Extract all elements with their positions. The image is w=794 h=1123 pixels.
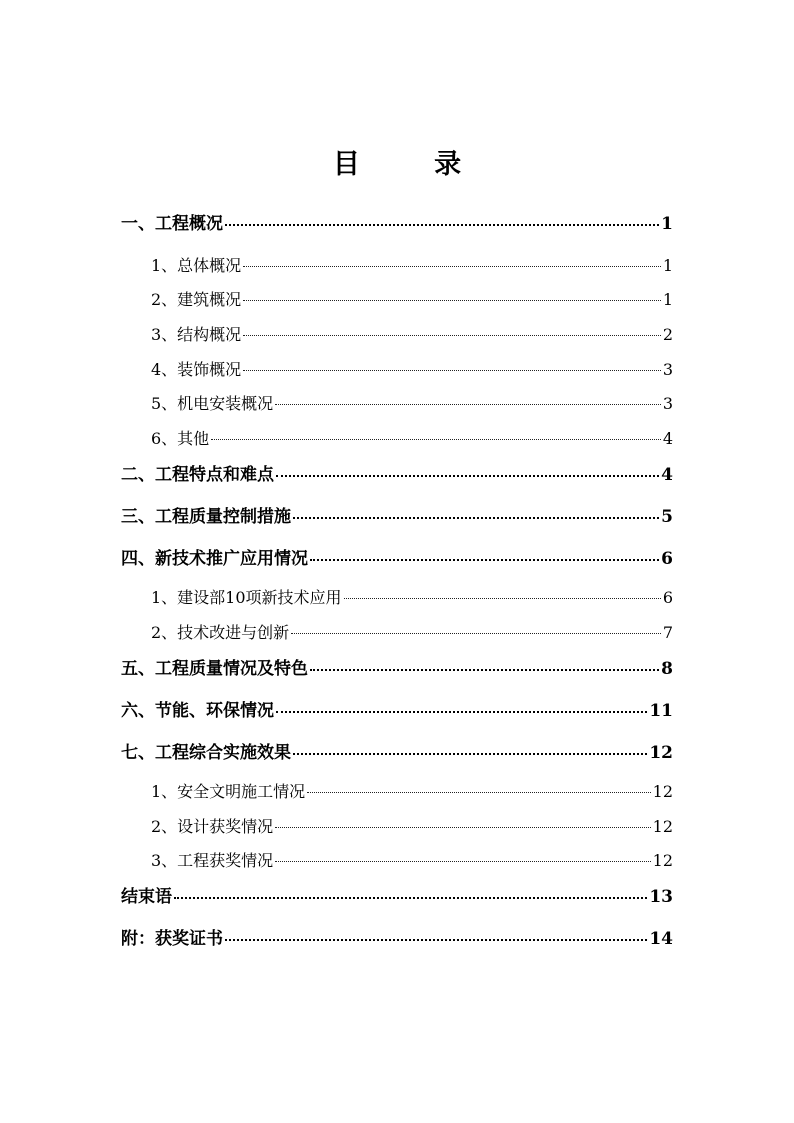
toc-entry-label: 附：获奖证书: [121, 929, 223, 949]
toc-entry-label: 2、建筑概况: [151, 290, 242, 309]
toc-entry-label: 七、工程综合实施效果: [121, 743, 291, 763]
toc-entry-label: 二、工程特点和难点: [121, 465, 274, 485]
toc-subentry[interactable]: [121, 848, 673, 871]
toc-entry[interactable]: [121, 882, 673, 907]
toc-entry-page: 3: [662, 394, 673, 413]
dot-leader: [225, 938, 647, 941]
dot-leader: [310, 668, 659, 671]
toc-entry-page: 8: [661, 659, 673, 679]
toc-entry-label: 6、其他: [151, 429, 210, 448]
toc-entry-label: 5、机电安装概况: [151, 394, 274, 413]
toc-entry-label: 结束语: [121, 887, 172, 907]
toc-subentry[interactable]: [121, 814, 673, 837]
toc-entry-page: 13: [649, 887, 673, 907]
dot-leader: [225, 223, 659, 226]
toc-entry-page: 6: [661, 549, 673, 569]
toc-entry-label: 1、安全文明施工情况: [151, 782, 306, 801]
toc-subentry[interactable]: [121, 322, 673, 345]
dot-leader: [344, 597, 661, 599]
toc-entry[interactable]: [121, 654, 673, 679]
toc-entry-page: 2: [662, 325, 673, 344]
toc-entry-label: 4、装饰概况: [151, 360, 242, 379]
toc-entry-page: 1: [662, 290, 673, 309]
toc-entry-label: 一、工程概况: [121, 214, 223, 234]
toc-entry-label: 3、结构概况: [151, 325, 242, 344]
toc-entry-label: 1、总体概况: [151, 256, 242, 275]
dot-leader: [243, 369, 661, 371]
dot-leader: [243, 299, 661, 301]
dot-leader: [276, 474, 659, 477]
toc-entry-page: 4: [662, 429, 673, 448]
toc-subentry[interactable]: [121, 779, 673, 802]
dot-leader: [293, 516, 659, 519]
toc-entry-label: 四、新技术推广应用情况: [121, 549, 308, 569]
toc-entry[interactable]: [121, 502, 673, 527]
dot-leader: [243, 334, 661, 336]
toc-entry-label: 2、设计获奖情况: [151, 817, 274, 836]
toc-entry-page: 1: [661, 214, 673, 234]
toc-entry-page: 1: [662, 256, 673, 275]
toc-entry-label: 2、技术改进与创新: [151, 623, 290, 642]
toc-entry-page: 12: [652, 817, 673, 836]
dot-leader: [293, 752, 647, 755]
dot-leader: [275, 826, 650, 828]
toc-entry-page: 12: [649, 743, 673, 763]
toc-entry-page: 6: [662, 588, 673, 607]
toc-entry[interactable]: [121, 738, 673, 763]
dot-leader: [211, 438, 661, 440]
toc-subentry[interactable]: [121, 357, 673, 380]
toc-entry[interactable]: [121, 460, 673, 485]
dot-leader: [307, 791, 650, 793]
toc-entry-page: 12: [652, 782, 673, 801]
toc-entry-label: 1、建设部10项新技术应用: [151, 588, 342, 607]
toc-entry[interactable]: [121, 209, 673, 234]
toc-entry-page: 3: [662, 360, 673, 379]
page-title: 目 录: [332, 149, 494, 180]
dot-leader: [243, 265, 661, 267]
toc-entry[interactable]: [121, 924, 673, 949]
toc-entry-page: 7: [662, 623, 673, 642]
toc-entry[interactable]: [121, 544, 673, 569]
dot-leader: [275, 403, 661, 405]
toc-entry-page: 14: [649, 929, 673, 949]
toc-entry-label: 三、工程质量控制措施: [121, 507, 291, 527]
dot-leader: [276, 710, 647, 713]
toc-entry-label: 六、节能、环保情况: [121, 701, 274, 721]
toc-subentry[interactable]: [121, 391, 673, 414]
toc-entry-label: 五、工程质量情况及特色: [121, 659, 308, 679]
toc-entry-page: 11: [649, 701, 673, 721]
toc-subentry[interactable]: [121, 426, 673, 449]
dot-leader: [275, 860, 650, 862]
dot-leader: [174, 896, 647, 899]
toc-subentry[interactable]: [121, 253, 673, 276]
toc-entry-label: 3、工程获奖情况: [151, 851, 274, 870]
toc-entry[interactable]: [121, 696, 673, 721]
toc-subentry[interactable]: [121, 585, 673, 608]
dot-leader: [291, 632, 661, 634]
toc-entry-page: 12: [652, 851, 673, 870]
toc-entry-page: 5: [661, 507, 673, 527]
dot-leader: [310, 558, 659, 561]
toc-subentry[interactable]: [121, 287, 673, 310]
toc-subentry[interactable]: [121, 620, 673, 643]
toc-entry-page: 4: [661, 465, 673, 485]
